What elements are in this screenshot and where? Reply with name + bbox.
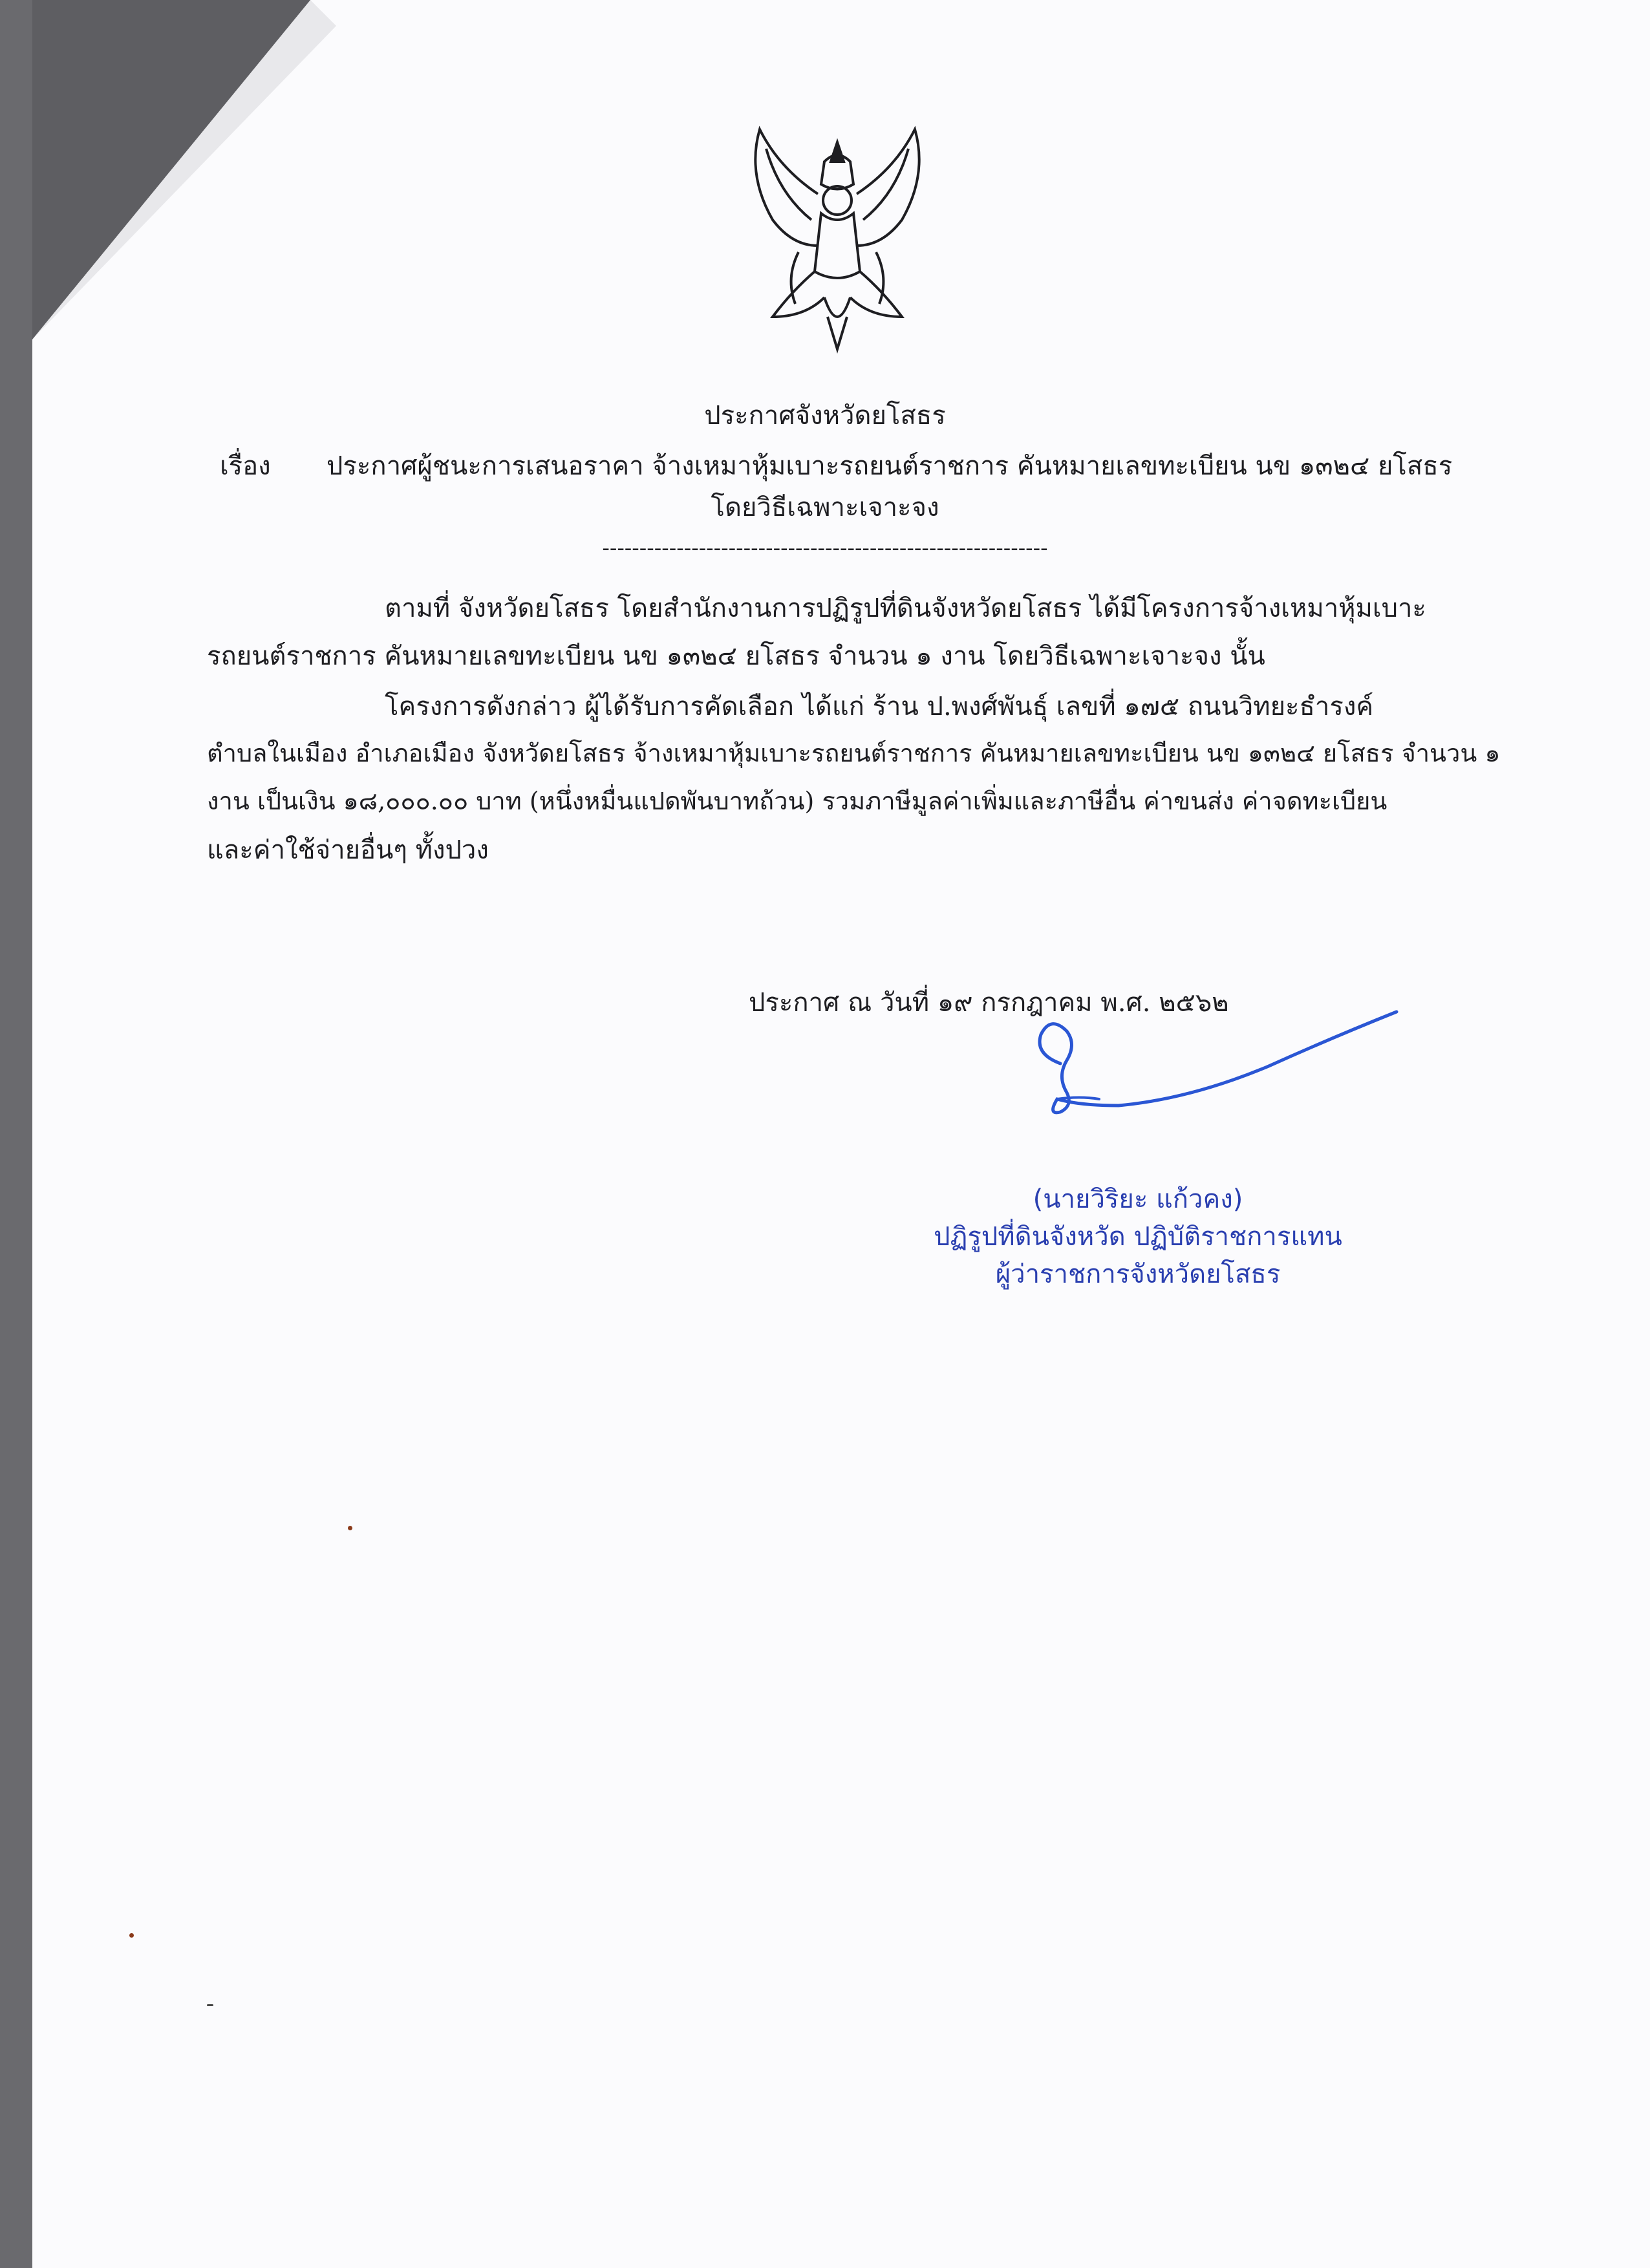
paragraph-1-line-2: รถยนต์ราชการ คันหมายเลขทะเบียน นข ๑๓๒๔ ยโสธร จำนวน ๑ งาน โดยวิธีเฉพาะเจาะจง นั้น <box>207 641 1265 671</box>
subject-label: เรื่อง <box>220 451 271 481</box>
ink-speck <box>129 1933 134 1938</box>
ink-speck <box>348 1526 352 1530</box>
paragraph-2-line-1: โครงการดังกล่าว ผู้ได้รับการคัดเลือก ได้แก่ ร้าน ป.พงศ์พันธุ์ เลขที่ ๑๗๕ ถนนวิทยะธำรงค์ <box>385 692 1374 722</box>
ink-speck <box>207 2004 213 2006</box>
announcement-title: ประกาศจังหวัดยโสธร <box>704 401 946 431</box>
paragraph-2-line-4: และค่าใช้จ่ายอื่นๆ ทั้งปวง <box>207 835 489 865</box>
signatory-position-2: ผู้ว่าราชการจังหวัดยโสธร <box>995 1259 1281 1289</box>
signatory-name: (นายวิริยะ แก้วคง) <box>1033 1184 1243 1214</box>
handwritten-signature <box>1022 1009 1409 1157</box>
divider-line: ------------------------------------------------------------ <box>602 535 1048 561</box>
paragraph-2-line-3: งาน เป็นเงิน ๑๘,๐๐๐.๐๐ บาท (หนึ่งหมื่นแปดพันบาทถ้วน) รวมภาษีมูลค่าเพิ่มและภาษีอื่น ค่าขนส่ง ค่าจดทะเบียน <box>207 787 1388 815</box>
paragraph-1-line-1: ตามที่ จังหวัดยโสธร โดยสำนักงานการปฏิรูปที่ดินจังหวัดยโสธร ได้มีโครงการจ้างเหมาหุ้มเบาะ <box>385 594 1426 623</box>
subject-line-2: โดยวิธีเฉพาะเจาะจง <box>711 493 939 522</box>
signatory-position-1: ปฏิรูปที่ดินจังหวัด ปฏิบัติราชการแทน <box>934 1222 1342 1252</box>
paragraph-2-line-2: ตำบลในเมือง อำเภอเมือง จังหวัดยโสธร จ้างเหมาหุ้มเบาะรถยนต์ราชการ คันหมายเลขทะเบียน นข ๑๓๒๔ ยโสธร จำนวน ๑ <box>207 739 1501 767</box>
subject-line-1: ประกาศผู้ชนะการเสนอราคา จ้างเหมาหุ้มเบาะรถยนต์ราชการ คันหมายเลขทะเบียน นข ๑๓๒๔ ยโสธร <box>327 451 1453 481</box>
announcement-date: ประกาศ ณ วันที่ ๑๙ กรกฎาคม พ.ศ. ๒๕๖๒ <box>749 988 1229 1018</box>
garuda-emblem-icon <box>721 123 954 362</box>
